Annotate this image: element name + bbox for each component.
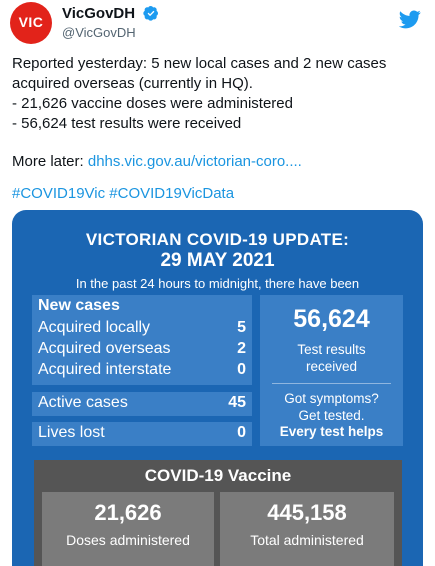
row-acquired-overseas [38, 340, 246, 360]
tweet-header [10, 2, 425, 44]
doses-administered-number: 21,626 [94, 500, 162, 525]
test-results-number: 56,624 [293, 305, 370, 333]
more-later-line [12, 152, 422, 172]
total-administered-number: 445,158 [267, 500, 347, 525]
covid-update-image[interactable] [12, 210, 423, 566]
row-value: 0 [237, 424, 246, 441]
active-cases-panel [32, 392, 252, 416]
row-value: 0 [237, 361, 246, 378]
tweet-body [12, 54, 422, 204]
test-results-label-line1: Test results [297, 342, 366, 357]
row-value: 45 [228, 394, 246, 411]
test-results-panel [260, 295, 403, 446]
total-administered-box [220, 492, 394, 566]
more-later-label: More later: [12, 153, 88, 170]
tweet-link[interactable]: dhhs.vic.gov.au/victorian-coro.... [87, 153, 302, 170]
row-active-cases [38, 394, 246, 414]
row-label: Lives lost [38, 424, 105, 441]
row-acquired-interstate [38, 361, 246, 381]
row-label: Acquired locally [38, 319, 151, 336]
new-cases-panel [32, 295, 252, 385]
symptoms-line1: Got symptoms? [284, 391, 379, 406]
hashtag-covid19vic[interactable]: #COVID19Vic [12, 185, 106, 202]
vaccine-section [34, 460, 402, 566]
doses-administered-box [42, 492, 214, 566]
row-value: 5 [237, 319, 246, 336]
test-results-label [260, 341, 403, 375]
vaccine-title: COVID-19 Vaccine [144, 466, 292, 485]
doses-administered-label: Doses administered [66, 532, 190, 548]
author-display-name[interactable]: VicGovDH [62, 5, 136, 22]
card-date: 29 MAY 2021 [160, 250, 275, 271]
every-test-helps: Every test helps [279, 424, 384, 439]
author-handle[interactable]: @VicGovDH [62, 25, 136, 40]
total-administered-label: Total administered [250, 532, 364, 548]
symptoms-message [260, 390, 403, 424]
row-acquired-locally [38, 319, 246, 339]
avatar-logo-text: VIC [18, 14, 44, 30]
card-title: VICTORIAN COVID-19 UPDATE: [85, 230, 350, 249]
tweet-text: Reported yesterday: 5 new local cases and 2 new cases acquired overseas (currently in HQ). - 21,626 vaccine doses were administered - 56,624 test results were received [12, 55, 387, 132]
avatar[interactable] [10, 2, 52, 44]
hashtags [12, 184, 422, 204]
row-label: Acquired interstate [38, 361, 172, 378]
author-names [62, 5, 159, 40]
row-label: Acquired overseas [38, 340, 171, 357]
card-subtitle: In the past 24 hours to midnight, there have been [75, 276, 360, 291]
symptoms-line2: Get tested. [298, 408, 365, 423]
lives-lost-panel [32, 422, 252, 446]
hashtag-covid19vicdata[interactable]: #COVID19VicData [109, 185, 235, 202]
verified-badge-icon [143, 5, 159, 21]
divider [272, 383, 391, 384]
row-value: 2 [237, 340, 246, 357]
test-results-label-line2: received [305, 359, 358, 374]
row-lives-lost [38, 424, 246, 444]
new-cases-heading: New cases [38, 297, 120, 314]
row-label: Active cases [38, 394, 128, 411]
twitter-bird-icon[interactable] [399, 8, 421, 30]
